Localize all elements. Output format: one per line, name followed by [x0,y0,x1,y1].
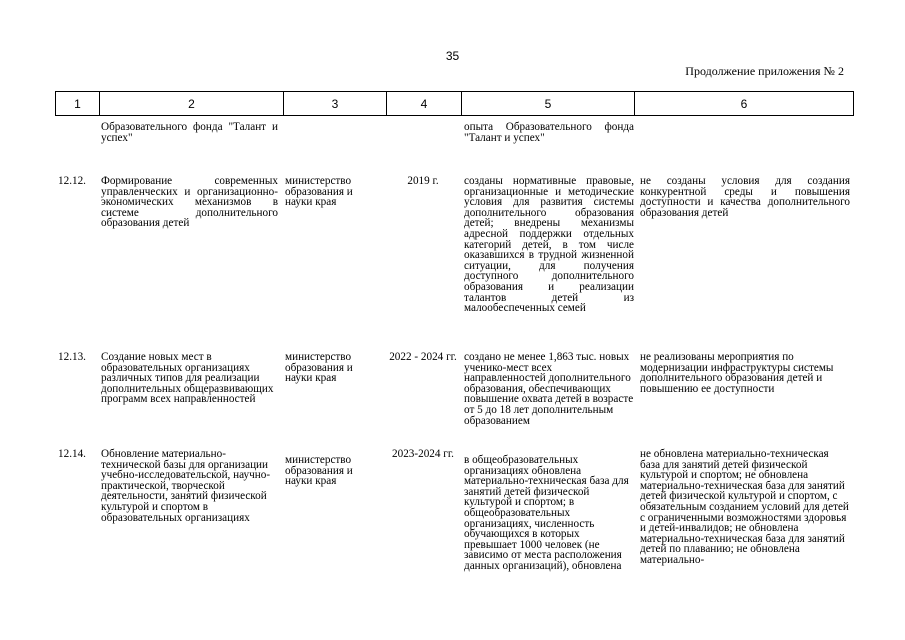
column-header-table [55,91,854,116]
row-number: 12.12. [58,175,86,187]
row-description: Формирование современных управленческих и организационно-экономических механизмов в системе дополнительного образования детей [101,175,278,230]
row-result: в общеобразовательных организациях обновлена материально-техническая база для занятий детей физической культурой и спортом; в общеобразовательных организациях, численность обучающихся в которых превышает 1000 человек (не зависимо от места расположения данных организаций), обновлена [464,454,629,572]
row-responsible: министерство образования и науки края [285,351,353,385]
row-description: Обновление материально-технической базы для организации учебно-исследовательской, научно-практической, творческой деятельности, занятий физической культурой и спортом в образовательных организациях [101,448,271,524]
column-header-2: 2 [100,92,284,116]
row-description: Создание новых мест в образовательных организациях различных типов для реализации дополнительных общеразвивающих программ всех направленностей [101,351,274,406]
row-deadline: 2023-2024 гг. [392,448,454,460]
row-responsible: министерство образования и науки края [285,454,353,488]
continuation-label: Продолжение приложения № 2 [685,64,844,78]
row-number: 12.14. [58,448,86,460]
row-responsible: министерство образования и науки края [285,175,353,209]
column-header-5: 5 [462,92,635,116]
row-consequence: не созданы условия для создания конкурентной среды и повышения доступности и качества дополнительного образования детей [640,175,850,219]
column-header-6: 6 [635,92,854,116]
row-consequence: не обновлена материально-техническая база для занятий детей физической культурой и спортом; не обновлена материально-техническая база для занятий детей физической культурой и спортом, с обязательным созданием условий для детей с ограниченными возможностями здоровья и детей-инвалидов; не обновлена материально-техническая база для занятий детей по плаванию; не обновлена материально- [640,448,849,566]
column-header-3: 3 [284,92,387,116]
page-number: 35 [445,49,460,63]
column-header-row [56,92,854,116]
row-result: созданы нормативные правовые, организационные и методические условия для развития системы дополнительного образования детей; внедрены механизмы адресной поддержки отдельных категорий детей, в том числе оказавшихся в трудной жизненной ситуации, для получения доступного дополнительного образования и реализации талантов детей из малообеспеченных семей [464,175,634,315]
row-consequence: не реализованы мероприятия по модернизации инфраструктуры системы дополнительного образования детей и повышению ее доступности [640,351,834,395]
row-number: 12.13. [58,351,86,363]
column-header-4: 4 [387,92,462,116]
row-deadline: 2022 - 2024 гг. [389,351,457,363]
column-header-1: 1 [56,92,100,116]
row0-result: опыта Образовательного фонда "Талант и успех" [464,121,634,144]
row-result: создано не менее 1,863 тыс. новых ученико-мест всех направленностей дополнительного образования, обеспечивающих повышение охвата детей в возрасте от 5 до 18 лет дополнительным образованием [464,351,634,427]
row-deadline: 2019 г. [407,175,439,187]
row0-description: Образовательного фонда "Талант и успех" [101,121,278,144]
